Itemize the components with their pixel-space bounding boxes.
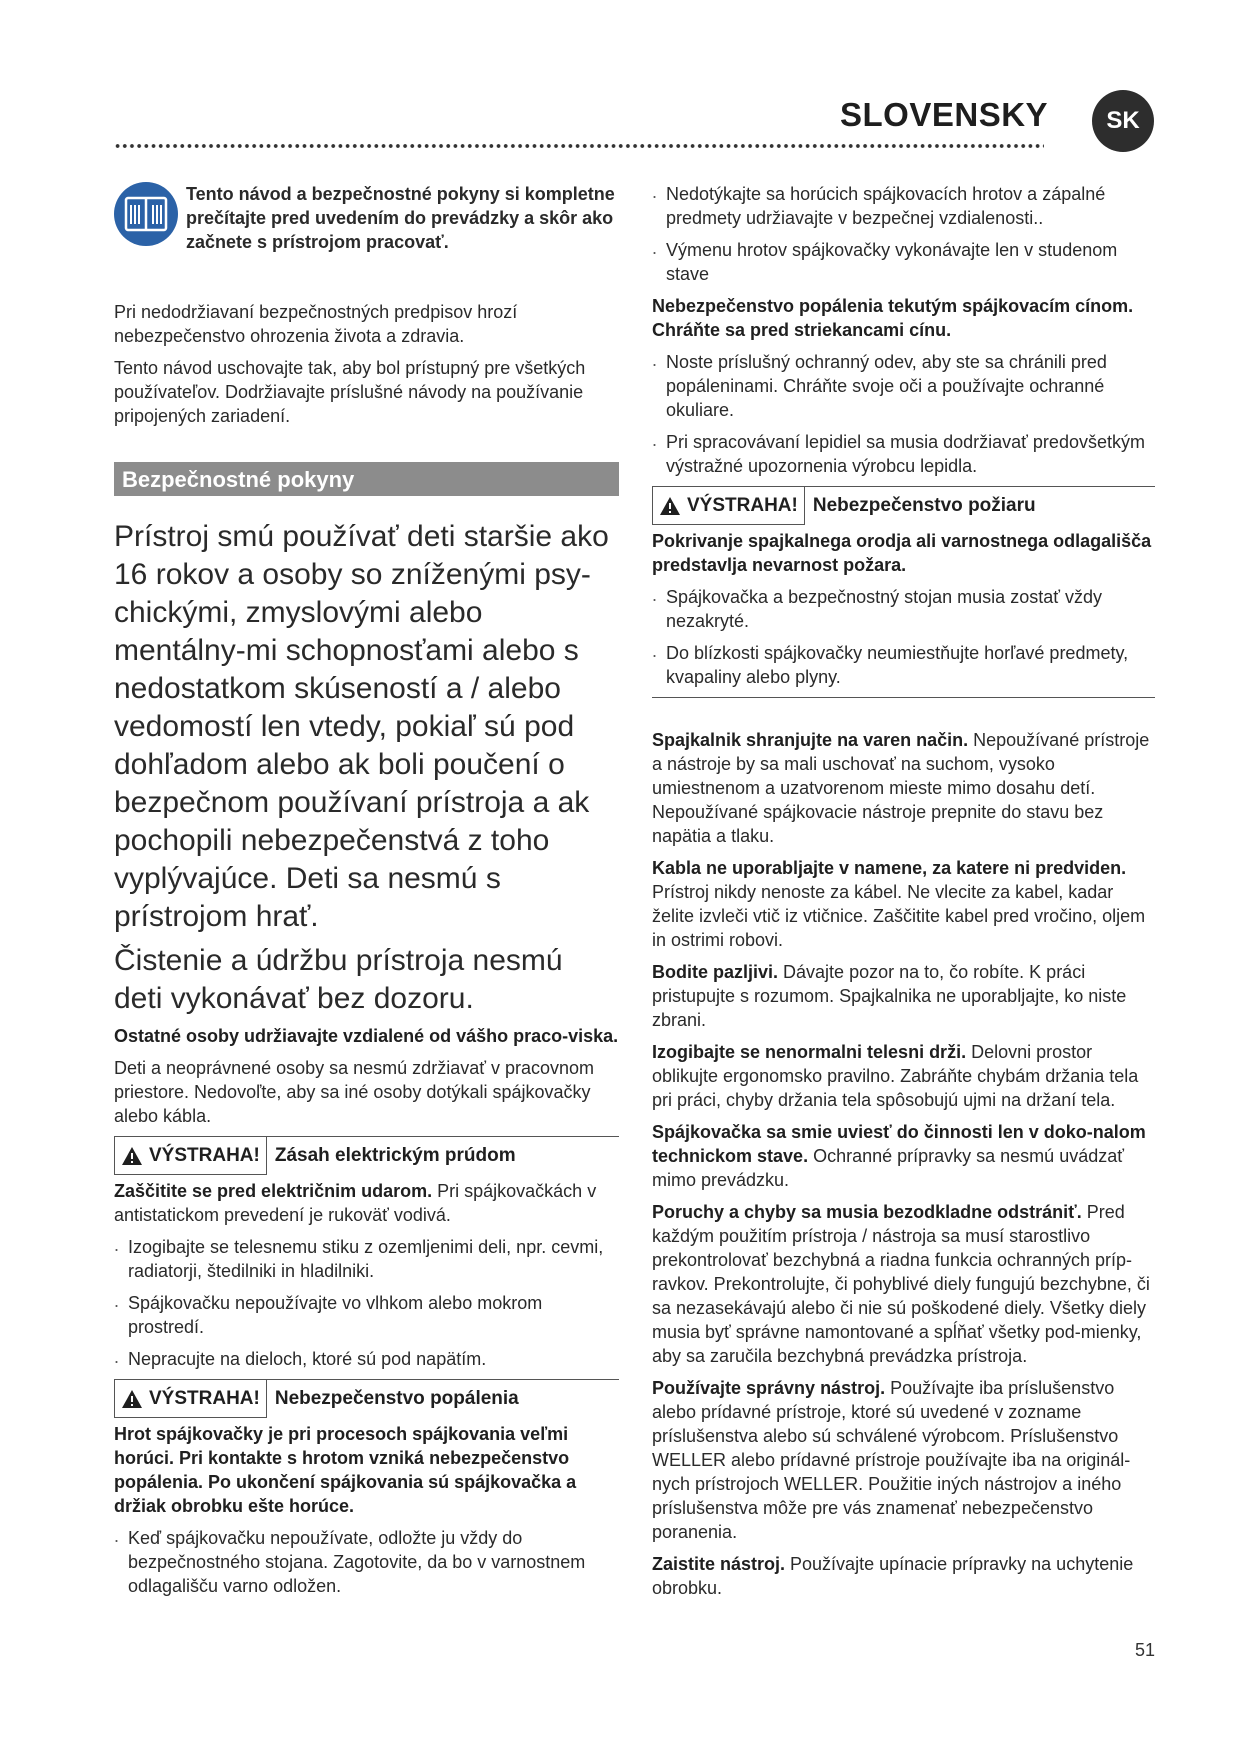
children-warning-large: Prístroj smú používať deti staršie ako 16 rokov a osoby so zníženými psy-chickými, zmyslovými alebo mentálny-mi schopnosťami alebo s nedostatkom skúseností a / alebo vedomostí len vtedy, pokiaľ sú pod dohľadom alebo ak boli poučení o bezpečnom používaní prístroja a ak pochopili nebezpečenstvá z toho vyplývajúce. Deti sa nesmú s prístrojom hrať. bbox=[114, 520, 609, 933]
list-item: . Nedotýkajte sa horúcich spájkovacích hrotov a zápalné predmety udržiavajte v bezpečnej vzdialenosti.. bbox=[652, 182, 1155, 230]
book-icon bbox=[114, 182, 178, 246]
warning-electric-header bbox=[114, 1136, 619, 1175]
electric-lead-text: Pri spájkovačkách v antistatickom prevedení je rukoväť vodivá. bbox=[114, 1181, 597, 1225]
electric-lead-bold: Zaščitite se pred električnim udarom. bbox=[114, 1181, 433, 1201]
safety-paragraph: Zaistite nástroj. Používajte upínacie prípravky na uchytenie obrobku. bbox=[652, 1554, 1134, 1598]
list-item: . Výmenu hrotov spájkovačky vykonávajte len v studenom stave bbox=[652, 238, 1155, 286]
warning-fire-label: Nebezpečenstvo požiaru bbox=[812, 495, 1036, 516]
warning-burn-label: Nebezpečenstvo popálenia bbox=[274, 1388, 519, 1409]
section-heading: Bezpečnostné pokyny bbox=[114, 462, 619, 496]
safety-paragraph: Kabla ne uporabljajte v namene, za katere ni predviden. Prístroj nikdy nenoste za kábel. Ne vlecite za kabel, kadar želite izvleči vtič iz vtičnice. Zaščitite kabel pred vročino, oljem in ostrimi robovi. bbox=[652, 858, 1146, 950]
language-badge: SK bbox=[1092, 90, 1154, 152]
warning-triangle-icon bbox=[121, 1146, 143, 1166]
list-item: . Spájkovačku nepoužívajte vo vlhkom alebo mokrom prostredí. bbox=[114, 1291, 619, 1339]
tin-bullets bbox=[652, 350, 1155, 478]
intro-block bbox=[114, 182, 619, 294]
safety-paragraph: Spájkovačka sa smie uviesť do činnosti len v doko-nalom technickom stave. Ochranné prípravky sa nesmú uvádzať mimo prevádzku. bbox=[652, 1122, 1146, 1190]
warning-fire-header bbox=[652, 486, 1155, 525]
others-heading: Ostatné osoby udržiavajte vzdialené od vášho praco-viska. bbox=[114, 1026, 619, 1046]
page-number: 51 bbox=[1135, 1640, 1156, 1660]
right-column bbox=[652, 182, 1155, 1608]
others-paragraph: Deti a neoprávnené osoby sa nesmú zdržiavať v pracovnom priestore. Nedovoľte, aby sa iné osoby dotýkali spájkovačky alebo kábla. bbox=[114, 1058, 595, 1126]
warning-triangle-icon bbox=[659, 496, 681, 516]
dotted-divider bbox=[114, 142, 1044, 150]
list-item: . Pri spracovávaní lepidiel sa musia dodržiavať predovšetkým výstražné upozornenia výrobcu lepidla. bbox=[652, 430, 1155, 478]
burn-lead-bold: Hrot spájkovačky je pri procesoch spájkovania veľmi horúci. Pri kontakte s hrotom vzniká nebezpečenstvo popálenia. Po ukončení spájkovania sú spájkovačka a držiak obrobku ešte horúce. bbox=[114, 1424, 577, 1516]
fire-lead-bold: Pokrivanje spajkalnega orodja ali varnostnega odlagališča predstavlja nevarnost požara. bbox=[652, 531, 1152, 575]
fire-bullets bbox=[652, 585, 1155, 689]
list-item: . Noste príslušný ochranný odev, aby ste sa chránili pred popáleninami. Chráňte svoje oči a používajte ochranné okuliare. bbox=[652, 350, 1155, 422]
intro-bold-text: Tento návod a bezpečnostné pokyny si kompletne prečítajte pred uvedením do prevádzky a skôr ako začnete s prístrojom pracovať. bbox=[186, 184, 615, 252]
cleaning-warning-large: Čistenie a údržbu prístroja nesmú deti vykonávať bez dozoru. bbox=[114, 944, 563, 1015]
warning-burn-header bbox=[114, 1379, 619, 1418]
intro-paragraph-2: Tento návod uschovajte tak, aby bol prístupný pre všetkých používateľov. Dodržiavajte príslušné návody na používanie pripojených zariadení. bbox=[114, 358, 586, 426]
warning-badge: VÝSTRAHA! bbox=[652, 487, 805, 525]
safety-paragraph: Spajkalnik shranjujte na varen način. Nepoužívané prístroje a nástroje by sa mali uschovať na suchom, vysoko umiestnenom a uzatvorenom mieste mimo dosahu detí. Nepoužívané spájkovacie nástroje prepnite do stavu bez napätia a tlaku. bbox=[652, 730, 1150, 846]
warning-badge: VÝSTRAHA! bbox=[114, 1137, 267, 1175]
section-rule bbox=[652, 697, 1155, 698]
list-item: . Do blízkosti spájkovačky neumiestňujte horľavé predmety, kvapaliny alebo plyny. bbox=[652, 641, 1155, 689]
intro-paragraph-1: Pri nedodržiavaní bezpečnostných predpisov hrozí nebezpečenstvo ohrozenia života a zdravia. bbox=[114, 302, 518, 346]
burn-bullets bbox=[114, 1526, 619, 1598]
page-language-title: SLOVENSKY bbox=[840, 96, 1049, 133]
safety-paragraph: Používajte správny nástroj. Používajte iba príslušenstvo alebo prídavné prístroje, ktoré sú uvedené v zozname príslušenstva alebo sú schválené výrobcom. Príslušenstvo WELLER alebo prídavné prístroje používajte iba na originál-nych prístrojoch WELLER. Použitie iných nástrojov a iného príslušenstva môže pre vás znamenať nebezpečenstvo poranenia. bbox=[652, 1378, 1131, 1542]
warning-triangle-icon bbox=[121, 1389, 143, 1409]
safety-paragraph: Izogibajte se nenormalni telesni drži. Delovni prostor oblikujte ergonomsko pravilno. Zabráňte chybám držania tela pri práci, chyby držania tela spôsobujú ujmi na držaní tela. bbox=[652, 1042, 1139, 1110]
electric-bullets bbox=[114, 1235, 619, 1371]
tin-heading: Nebezpečenstvo popálenia tekutým spájkovacím cínom. Chráňte sa pred striekancami cínu. bbox=[652, 296, 1134, 340]
list-item: . Spájkovačka a bezpečnostný stojan musia zostať vždy nezakryté. bbox=[652, 585, 1155, 633]
list-item: . Keď spájkovačku nepoužívate, odložte ju vždy do bezpečnostného stojana. Zagotovite, da bo v varnostnem odlagališču varno odložen. bbox=[114, 1526, 619, 1598]
warning-badge: VÝSTRAHA! bbox=[114, 1380, 267, 1418]
safety-paragraph: Poruchy a chyby sa musia bezodkladne odstrániť. Pred každým použitím prístroja / nástroja sa musí starostlivo prekontrolovať bezchybná a riadna funkcia ochranných príp-ravkov. Prekontrolujte, či pohyblivé diely fungujú bezchybne, či sa nezasekávajú alebo či nie sú poškodené diely. Všetky diely musia byť správne namontované a spĺňať všetky pod-mienky, aby sa zaručila bezchybná prevádzka prístroja. bbox=[652, 1202, 1150, 1366]
safety-paragraph: Bodite pazljivi. Dávajte pozor na to, čo robíte. K práci pristupujte s rozumom. Spajkalnika ne uporabljajte, ko niste zbrani. bbox=[652, 962, 1127, 1030]
hot-tips-bullets bbox=[652, 182, 1155, 286]
warning-electric-label: Zásah elektrickým prúdom bbox=[274, 1145, 516, 1166]
list-item: . Nepracujte na dieloch, ktoré sú pod napätím. bbox=[114, 1347, 619, 1371]
list-item: . Izogibajte se telesnemu stiku z ozemljenimi deli, npr. cevmi, radiatorji, štedilniki in hladilniki. bbox=[114, 1235, 619, 1283]
left-column bbox=[114, 182, 619, 1606]
